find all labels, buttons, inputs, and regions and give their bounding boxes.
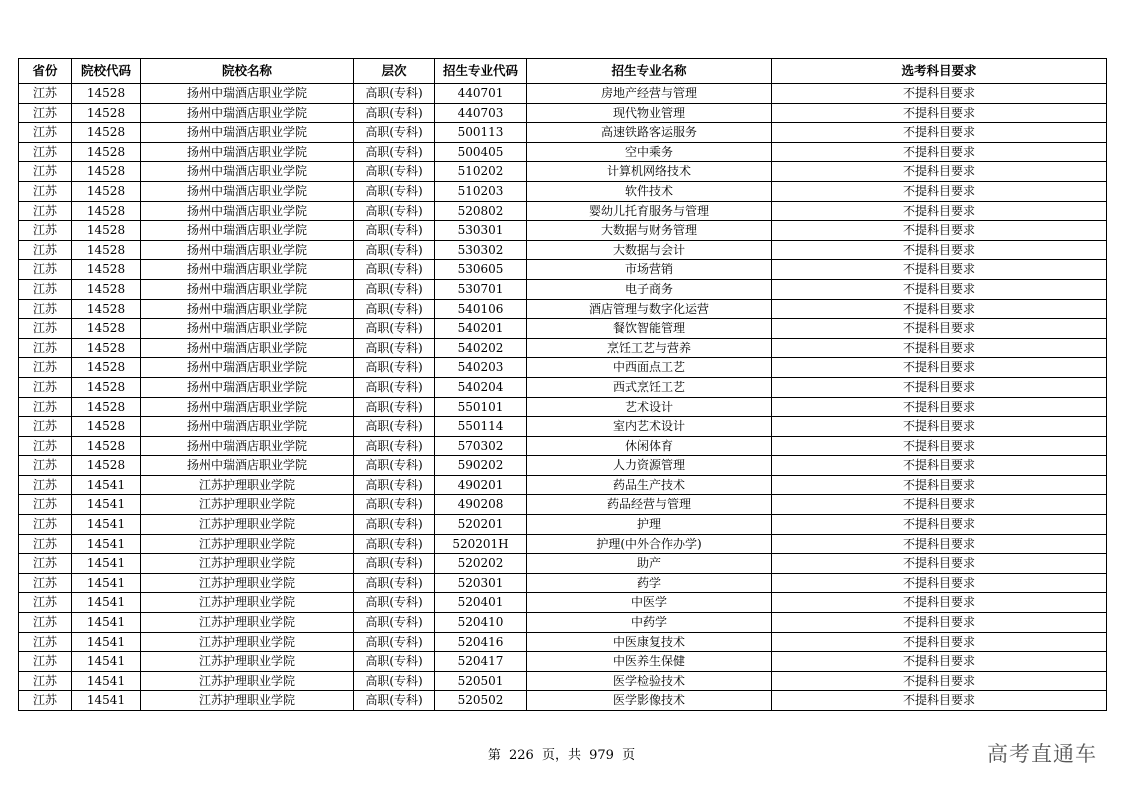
cell-major-code: 530302 [435, 240, 527, 260]
cell-school-name: 扬州中瑞酒店职业学院 [141, 279, 354, 299]
cell-school-code: 14541 [72, 632, 141, 652]
cell-province: 江苏 [19, 162, 72, 182]
cell-province: 江苏 [19, 221, 72, 241]
cell-subject-requirement: 不提科目要求 [772, 123, 1107, 143]
table-row [19, 456, 1107, 476]
cell-major-name: 西式烹饪工艺 [527, 377, 772, 397]
cell-school-code: 14528 [72, 377, 141, 397]
cell-level: 高职(专科) [354, 632, 435, 652]
table-row [19, 573, 1107, 593]
cell-major-code: 440701 [435, 84, 527, 104]
cell-school-code: 14541 [72, 573, 141, 593]
cell-province: 江苏 [19, 691, 72, 711]
cell-major-name: 中西面点工艺 [527, 358, 772, 378]
cell-major-code: 520410 [435, 613, 527, 633]
cell-level: 高职(专科) [354, 613, 435, 633]
cell-major-code: 570302 [435, 436, 527, 456]
cell-subject-requirement: 不提科目要求 [772, 417, 1107, 437]
table-row [19, 240, 1107, 260]
table-row [19, 417, 1107, 437]
cell-subject-requirement: 不提科目要求 [772, 632, 1107, 652]
cell-school-name: 江苏护理职业学院 [141, 593, 354, 613]
cell-level: 高职(专科) [354, 279, 435, 299]
cell-level: 高职(专科) [354, 181, 435, 201]
table-row [19, 299, 1107, 319]
cell-level: 高职(专科) [354, 84, 435, 104]
column-header-subject-requirement: 选考科目要求 [772, 59, 1107, 84]
table-row [19, 397, 1107, 417]
cell-school-code: 14528 [72, 260, 141, 280]
cell-school-name: 扬州中瑞酒店职业学院 [141, 162, 354, 182]
cell-school-name: 扬州中瑞酒店职业学院 [141, 221, 354, 241]
cell-subject-requirement: 不提科目要求 [772, 534, 1107, 554]
cell-province: 江苏 [19, 201, 72, 221]
table-body [19, 84, 1107, 711]
cell-level: 高职(专科) [354, 123, 435, 143]
cell-school-code: 14528 [72, 221, 141, 241]
cell-major-code: 550101 [435, 397, 527, 417]
cell-school-code: 14528 [72, 103, 141, 123]
table-row [19, 495, 1107, 515]
cell-major-name: 医学影像技术 [527, 691, 772, 711]
cell-major-code: 540202 [435, 338, 527, 358]
cell-level: 高职(专科) [354, 201, 435, 221]
cell-province: 江苏 [19, 495, 72, 515]
column-header-major-code: 招生专业代码 [435, 59, 527, 84]
cell-school-name: 江苏护理职业学院 [141, 554, 354, 574]
column-header-province: 省份 [19, 59, 72, 84]
cell-subject-requirement: 不提科目要求 [772, 475, 1107, 495]
cell-school-name: 扬州中瑞酒店职业学院 [141, 181, 354, 201]
cell-subject-requirement: 不提科目要求 [772, 358, 1107, 378]
column-header-school-name: 院校名称 [141, 59, 354, 84]
cell-school-code: 14528 [72, 279, 141, 299]
cell-subject-requirement: 不提科目要求 [772, 671, 1107, 691]
cell-major-code: 540204 [435, 377, 527, 397]
cell-province: 江苏 [19, 573, 72, 593]
cell-school-name: 江苏护理职业学院 [141, 613, 354, 633]
cell-school-code: 14541 [72, 613, 141, 633]
cell-school-code: 14528 [72, 240, 141, 260]
cell-province: 江苏 [19, 632, 72, 652]
cell-subject-requirement: 不提科目要求 [772, 456, 1107, 476]
cell-major-name: 烹饪工艺与营养 [527, 338, 772, 358]
header-row [19, 59, 1107, 84]
table-row [19, 319, 1107, 339]
cell-school-name: 江苏护理职业学院 [141, 691, 354, 711]
cell-school-code: 14541 [72, 475, 141, 495]
cell-level: 高职(专科) [354, 573, 435, 593]
cell-major-name: 中医养生保健 [527, 652, 772, 672]
cell-major-code: 520301 [435, 573, 527, 593]
cell-major-code: 500113 [435, 123, 527, 143]
current-page-number: 226 [509, 748, 534, 763]
cell-major-name: 房地产经营与管理 [527, 84, 772, 104]
cell-major-name: 药品经营与管理 [527, 495, 772, 515]
table-row [19, 260, 1107, 280]
cell-province: 江苏 [19, 181, 72, 201]
cell-level: 高职(专科) [354, 456, 435, 476]
cell-subject-requirement: 不提科目要求 [772, 593, 1107, 613]
cell-school-name: 扬州中瑞酒店职业学院 [141, 338, 354, 358]
cell-school-code: 14541 [72, 671, 141, 691]
cell-province: 江苏 [19, 103, 72, 123]
table-row [19, 534, 1107, 554]
cell-level: 高职(专科) [354, 593, 435, 613]
cell-major-name: 高速铁路客运服务 [527, 123, 772, 143]
cell-major-name: 现代物业管理 [527, 103, 772, 123]
table-row [19, 652, 1107, 672]
cell-subject-requirement: 不提科目要求 [772, 103, 1107, 123]
cell-major-name: 艺术设计 [527, 397, 772, 417]
table-header [19, 59, 1107, 84]
cell-school-code: 14528 [72, 123, 141, 143]
cell-school-name: 扬州中瑞酒店职业学院 [141, 319, 354, 339]
cell-subject-requirement: 不提科目要求 [772, 495, 1107, 515]
cell-major-code: 530701 [435, 279, 527, 299]
watermark-logo-text: 高考直通车 [987, 742, 1097, 766]
cell-level: 高职(专科) [354, 338, 435, 358]
cell-school-code: 14541 [72, 515, 141, 535]
cell-school-code: 14528 [72, 338, 141, 358]
column-header-school-code: 院校代码 [72, 59, 141, 84]
cell-province: 江苏 [19, 534, 72, 554]
table-row [19, 84, 1107, 104]
table-row [19, 358, 1107, 378]
cell-school-name: 扬州中瑞酒店职业学院 [141, 456, 354, 476]
table-row [19, 475, 1107, 495]
cell-school-name: 江苏护理职业学院 [141, 534, 354, 554]
cell-province: 江苏 [19, 260, 72, 280]
cell-level: 高职(专科) [354, 162, 435, 182]
cell-province: 江苏 [19, 84, 72, 104]
cell-school-name: 扬州中瑞酒店职业学院 [141, 299, 354, 319]
cell-school-name: 扬州中瑞酒店职业学院 [141, 358, 354, 378]
cell-major-code: 500405 [435, 142, 527, 162]
cell-major-code: 520202 [435, 554, 527, 574]
cell-major-code: 520502 [435, 691, 527, 711]
table-row [19, 162, 1107, 182]
cell-major-name: 护理 [527, 515, 772, 535]
cell-subject-requirement: 不提科目要求 [772, 377, 1107, 397]
page-footer [0, 744, 1123, 763]
cell-subject-requirement: 不提科目要求 [772, 515, 1107, 535]
table-row [19, 142, 1107, 162]
cell-major-code: 520201H [435, 534, 527, 554]
cell-school-code: 14528 [72, 397, 141, 417]
cell-major-code: 540201 [435, 319, 527, 339]
cell-major-code: 540106 [435, 299, 527, 319]
footer-mid: 页，共 [541, 748, 581, 763]
cell-subject-requirement: 不提科目要求 [772, 221, 1107, 241]
cell-province: 江苏 [19, 240, 72, 260]
cell-subject-requirement: 不提科目要求 [772, 613, 1107, 633]
cell-school-code: 14541 [72, 652, 141, 672]
table-row [19, 613, 1107, 633]
cell-province: 江苏 [19, 593, 72, 613]
cell-major-name: 市场营销 [527, 260, 772, 280]
cell-school-code: 14541 [72, 534, 141, 554]
cell-subject-requirement: 不提科目要求 [772, 84, 1107, 104]
table-row [19, 436, 1107, 456]
cell-school-code: 14528 [72, 181, 141, 201]
cell-school-code: 14528 [72, 201, 141, 221]
cell-subject-requirement: 不提科目要求 [772, 691, 1107, 711]
cell-major-code: 550114 [435, 417, 527, 437]
cell-level: 高职(专科) [354, 495, 435, 515]
cell-subject-requirement: 不提科目要求 [772, 142, 1107, 162]
cell-major-code: 540203 [435, 358, 527, 378]
cell-major-code: 520401 [435, 593, 527, 613]
cell-major-name: 酒店管理与数字化运营 [527, 299, 772, 319]
cell-major-name: 电子商务 [527, 279, 772, 299]
cell-subject-requirement: 不提科目要求 [772, 319, 1107, 339]
cell-school-name: 扬州中瑞酒店职业学院 [141, 84, 354, 104]
cell-school-name: 扬州中瑞酒店职业学院 [141, 417, 354, 437]
cell-subject-requirement: 不提科目要求 [772, 338, 1107, 358]
cell-level: 高职(专科) [354, 240, 435, 260]
table-row [19, 515, 1107, 535]
cell-level: 高职(专科) [354, 671, 435, 691]
table-row [19, 279, 1107, 299]
cell-level: 高职(专科) [354, 652, 435, 672]
cell-province: 江苏 [19, 338, 72, 358]
cell-school-name: 江苏护理职业学院 [141, 495, 354, 515]
cell-major-name: 大数据与会计 [527, 240, 772, 260]
cell-subject-requirement: 不提科目要求 [772, 181, 1107, 201]
cell-province: 江苏 [19, 436, 72, 456]
cell-major-code: 490208 [435, 495, 527, 515]
cell-school-code: 14528 [72, 142, 141, 162]
cell-province: 江苏 [19, 299, 72, 319]
cell-school-code: 14528 [72, 358, 141, 378]
cell-school-code: 14541 [72, 495, 141, 515]
table-row [19, 377, 1107, 397]
cell-level: 高职(专科) [354, 377, 435, 397]
cell-school-name: 扬州中瑞酒店职业学院 [141, 103, 354, 123]
cell-school-name: 江苏护理职业学院 [141, 573, 354, 593]
table-row [19, 671, 1107, 691]
cell-major-name: 计算机网络技术 [527, 162, 772, 182]
cell-major-name: 餐饮智能管理 [527, 319, 772, 339]
cell-school-name: 江苏护理职业学院 [141, 475, 354, 495]
cell-subject-requirement: 不提科目要求 [772, 436, 1107, 456]
cell-subject-requirement: 不提科目要求 [772, 240, 1107, 260]
footer-suffix: 页 [622, 748, 636, 763]
column-header-major-name: 招生专业名称 [527, 59, 772, 84]
cell-school-name: 扬州中瑞酒店职业学院 [141, 436, 354, 456]
table-row [19, 221, 1107, 241]
cell-major-name: 空中乘务 [527, 142, 772, 162]
admissions-table [18, 58, 1107, 711]
cell-school-code: 14541 [72, 691, 141, 711]
cell-level: 高职(专科) [354, 358, 435, 378]
cell-school-name: 扬州中瑞酒店职业学院 [141, 397, 354, 417]
cell-major-code: 520802 [435, 201, 527, 221]
cell-province: 江苏 [19, 417, 72, 437]
table-row [19, 181, 1107, 201]
cell-province: 江苏 [19, 554, 72, 574]
cell-school-name: 扬州中瑞酒店职业学院 [141, 123, 354, 143]
cell-major-name: 中药学 [527, 613, 772, 633]
cell-level: 高职(专科) [354, 319, 435, 339]
cell-subject-requirement: 不提科目要求 [772, 573, 1107, 593]
cell-school-name: 江苏护理职业学院 [141, 632, 354, 652]
table-row [19, 554, 1107, 574]
cell-subject-requirement: 不提科目要求 [772, 279, 1107, 299]
cell-major-name: 室内艺术设计 [527, 417, 772, 437]
cell-major-code: 590202 [435, 456, 527, 476]
cell-major-name: 人力资源管理 [527, 456, 772, 476]
cell-major-name: 中医学 [527, 593, 772, 613]
cell-school-name: 江苏护理职业学院 [141, 671, 354, 691]
cell-province: 江苏 [19, 319, 72, 339]
cell-province: 江苏 [19, 358, 72, 378]
cell-major-name: 护理(中外合作办学) [527, 534, 772, 554]
cell-school-code: 14528 [72, 417, 141, 437]
cell-major-code: 520501 [435, 671, 527, 691]
cell-level: 高职(专科) [354, 103, 435, 123]
cell-major-code: 510203 [435, 181, 527, 201]
cell-major-code: 510202 [435, 162, 527, 182]
cell-level: 高职(专科) [354, 221, 435, 241]
cell-province: 江苏 [19, 671, 72, 691]
cell-major-name: 医学检验技术 [527, 671, 772, 691]
cell-school-name: 扬州中瑞酒店职业学院 [141, 201, 354, 221]
cell-school-name: 扬州中瑞酒店职业学院 [141, 142, 354, 162]
cell-school-code: 14541 [72, 554, 141, 574]
cell-level: 高职(专科) [354, 515, 435, 535]
cell-level: 高职(专科) [354, 554, 435, 574]
cell-major-code: 520201 [435, 515, 527, 535]
cell-school-code: 14528 [72, 319, 141, 339]
cell-province: 江苏 [19, 613, 72, 633]
cell-subject-requirement: 不提科目要求 [772, 554, 1107, 574]
cell-level: 高职(专科) [354, 417, 435, 437]
cell-level: 高职(专科) [354, 397, 435, 417]
cell-province: 江苏 [19, 475, 72, 495]
cell-subject-requirement: 不提科目要求 [772, 652, 1107, 672]
table-row [19, 201, 1107, 221]
cell-province: 江苏 [19, 279, 72, 299]
column-header-level: 层次 [354, 59, 435, 84]
cell-major-name: 助产 [527, 554, 772, 574]
cell-school-name: 扬州中瑞酒店职业学院 [141, 240, 354, 260]
cell-major-code: 520417 [435, 652, 527, 672]
cell-level: 高职(专科) [354, 299, 435, 319]
cell-major-code: 440703 [435, 103, 527, 123]
cell-major-name: 婴幼儿托育服务与管理 [527, 201, 772, 221]
cell-province: 江苏 [19, 652, 72, 672]
cell-subject-requirement: 不提科目要求 [772, 162, 1107, 182]
cell-subject-requirement: 不提科目要求 [772, 397, 1107, 417]
cell-school-code: 14528 [72, 456, 141, 476]
cell-province: 江苏 [19, 123, 72, 143]
cell-level: 高职(专科) [354, 534, 435, 554]
cell-major-name: 中医康复技术 [527, 632, 772, 652]
cell-province: 江苏 [19, 515, 72, 535]
cell-subject-requirement: 不提科目要求 [772, 201, 1107, 221]
cell-school-code: 14528 [72, 84, 141, 104]
cell-major-name: 药品生产技术 [527, 475, 772, 495]
cell-school-name: 扬州中瑞酒店职业学院 [141, 377, 354, 397]
cell-subject-requirement: 不提科目要求 [772, 260, 1107, 280]
cell-school-code: 14541 [72, 593, 141, 613]
cell-major-code: 520416 [435, 632, 527, 652]
cell-major-name: 大数据与财务管理 [527, 221, 772, 241]
table-row [19, 691, 1107, 711]
cell-school-name: 江苏护理职业学院 [141, 515, 354, 535]
cell-level: 高职(专科) [354, 691, 435, 711]
cell-level: 高职(专科) [354, 475, 435, 495]
cell-major-code: 490201 [435, 475, 527, 495]
table-row [19, 123, 1107, 143]
cell-major-name: 休闲体育 [527, 436, 772, 456]
cell-major-name: 软件技术 [527, 181, 772, 201]
cell-major-code: 530605 [435, 260, 527, 280]
table-row [19, 103, 1107, 123]
table-row [19, 593, 1107, 613]
table-row [19, 632, 1107, 652]
cell-school-code: 14528 [72, 299, 141, 319]
cell-province: 江苏 [19, 456, 72, 476]
cell-major-code: 530301 [435, 221, 527, 241]
cell-level: 高职(专科) [354, 260, 435, 280]
cell-level: 高职(专科) [354, 436, 435, 456]
cell-province: 江苏 [19, 397, 72, 417]
cell-province: 江苏 [19, 377, 72, 397]
cell-school-name: 扬州中瑞酒店职业学院 [141, 260, 354, 280]
cell-subject-requirement: 不提科目要求 [772, 299, 1107, 319]
cell-school-code: 14528 [72, 436, 141, 456]
cell-school-name: 江苏护理职业学院 [141, 652, 354, 672]
table-row [19, 338, 1107, 358]
cell-major-name: 药学 [527, 573, 772, 593]
total-pages-number: 979 [589, 748, 614, 763]
cell-level: 高职(专科) [354, 142, 435, 162]
footer-prefix: 第 [487, 748, 501, 763]
cell-province: 江苏 [19, 142, 72, 162]
cell-school-code: 14528 [72, 162, 141, 182]
